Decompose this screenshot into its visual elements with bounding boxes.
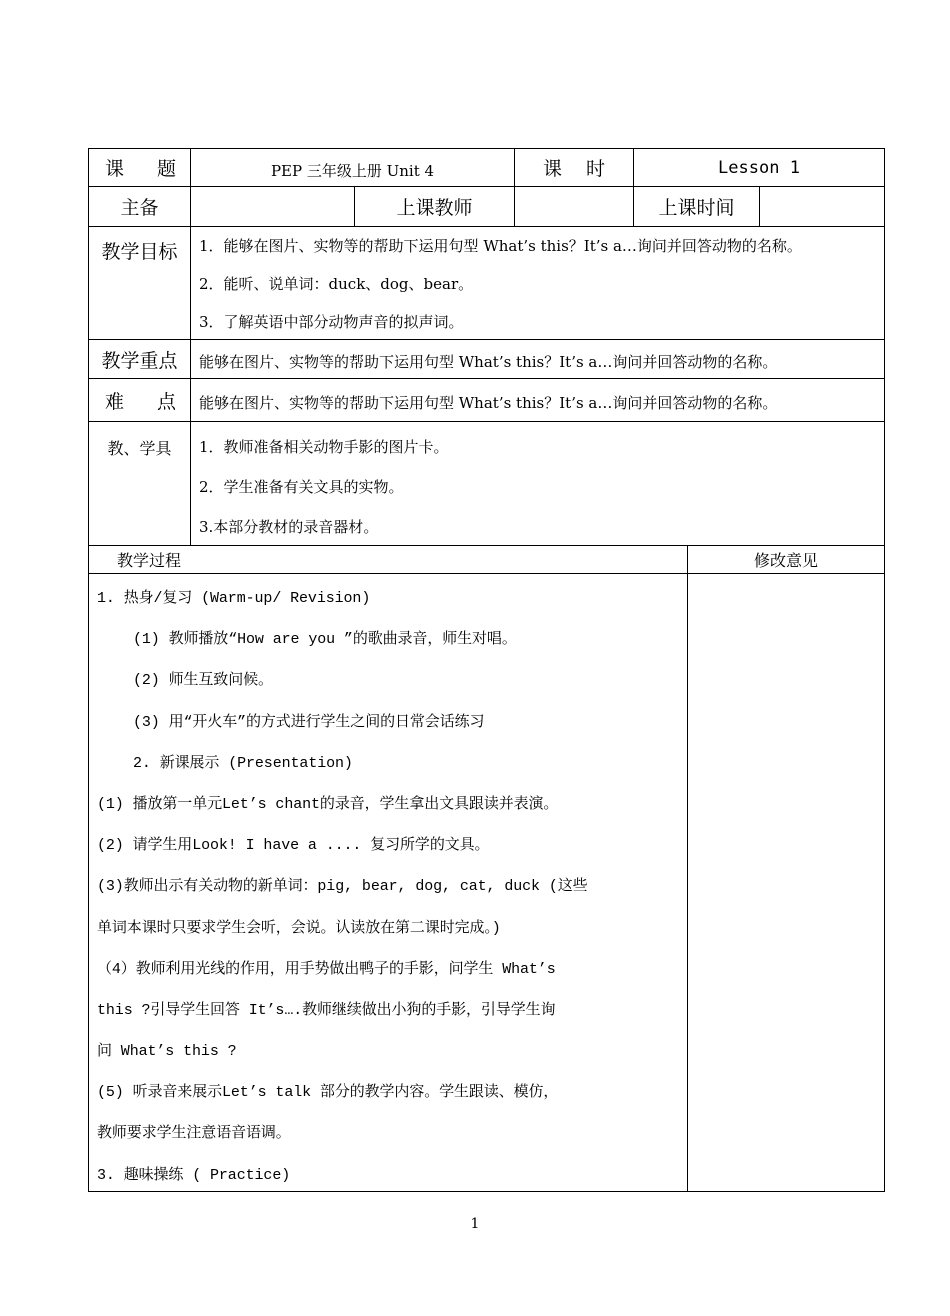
period-label-b: 时 — [586, 158, 606, 180]
row-difficulties — [89, 379, 884, 422]
period-label — [515, 149, 634, 186]
goal-item: 2．能听、说单词：duck、dog、bear。 — [199, 275, 474, 293]
process-line: (2) 请学生用Look! I have a .... 复习所学的文具。 — [97, 837, 490, 855]
revision-content — [688, 574, 884, 1191]
period-label-a: 课 — [542, 158, 562, 180]
topic-label — [89, 149, 191, 186]
goals-list — [191, 227, 884, 339]
process-line: 教师要求学生注意语音语调。 — [97, 1125, 291, 1143]
time-label: 上课时间 — [634, 187, 760, 226]
process-line: this ?引导学生回答 It’s….教师继续做出小狗的手影，引导学生询 — [97, 1001, 556, 1019]
process-line: （4）教师利用光线的作用，用手势做出鸭子的手影，问学生 What’s — [97, 960, 556, 978]
row-goals — [89, 227, 884, 340]
process-line: (2) 师生互致问候。 — [133, 672, 273, 690]
page-number: 1 — [470, 1216, 480, 1232]
prep-value — [191, 187, 355, 226]
topic-label-b: 题 — [156, 158, 176, 180]
key-points-text: 能够在图片、实物等的帮助下运用句型 What’s this？It’s a…询问并回答动物的名称。 — [199, 352, 778, 371]
difficulties-label-b: 点 — [156, 390, 176, 413]
process-line: (5) 听录音来展示Let’s talk 部分的教学内容。学生跟读、模仿， — [97, 1084, 559, 1102]
process-line: 2. 新课展示 (Presentation) — [133, 754, 353, 772]
row-tools — [89, 422, 884, 546]
row-process-header — [89, 546, 884, 574]
time-value — [760, 187, 884, 226]
process-line: (1) 教师播放“How are you ”的歌曲录音，师生对唱。 — [133, 631, 517, 649]
revision-label: 修改意见 — [753, 551, 818, 570]
prep-label: 主备 — [89, 187, 191, 226]
process-line: 3. 趣味操练 ( Practice) — [97, 1166, 291, 1184]
row-staff — [89, 187, 884, 227]
row-process-body — [89, 574, 884, 1191]
process-line: (3)教师出示有关动物的新单词：pig, bear, dog, cat, duck (这些 — [97, 878, 588, 896]
difficulties-label-a: 难 — [105, 390, 125, 413]
tools-list — [191, 422, 884, 545]
row-key-points — [89, 340, 884, 379]
key-points-label: 教学重点 — [89, 340, 191, 378]
topic-value: PEP 三年级上册 Unit 4 — [191, 149, 515, 186]
process-content — [89, 574, 688, 1191]
teacher-label: 上课教师 — [355, 187, 515, 226]
topic-label-a: 课 — [105, 158, 125, 180]
goal-item: 3．了解英语中部分动物声音的拟声词。 — [199, 313, 464, 331]
period-value: Lesson 1 — [718, 157, 800, 178]
tool-item: 1．教师准备相关动物手影的图片卡。 — [199, 438, 449, 456]
process-line: 单词本课时只要求学生会听，会说。认读放在第二课时完成。) — [97, 919, 501, 937]
process-line: (3) 用“开火车”的方式进行学生之间的日常会话练习 — [133, 713, 485, 731]
difficulties-text: 能够在图片、实物等的帮助下运用句型 What’s this？It’s a…询问并回答动物的名称。 — [199, 393, 778, 412]
process-line: 问 What’s this ? — [97, 1043, 237, 1061]
process-label: 教学过程 — [89, 546, 688, 573]
goals-label: 教学目标 — [89, 227, 191, 339]
process-line: 1. 热身/复习 (Warm-up/ Revision) — [97, 590, 371, 607]
tools-label: 教、学具 — [89, 422, 191, 545]
tool-item: 2．学生准备有关文具的实物。 — [199, 478, 404, 496]
process-line: (1) 播放第一单元Let’s chant的录音，学生拿出文具跟读并表演。 — [97, 795, 559, 813]
teacher-value — [515, 187, 634, 226]
goal-item: 1．能够在图片、实物等的帮助下运用句型 What’s this？It’s a…询问并回答动物的名称。 — [199, 237, 802, 255]
tool-item: 3.本部分教材的录音器材。 — [199, 518, 379, 536]
row-topic — [89, 149, 884, 187]
lesson-plan-table — [88, 148, 885, 1192]
difficulties-label — [89, 379, 191, 421]
